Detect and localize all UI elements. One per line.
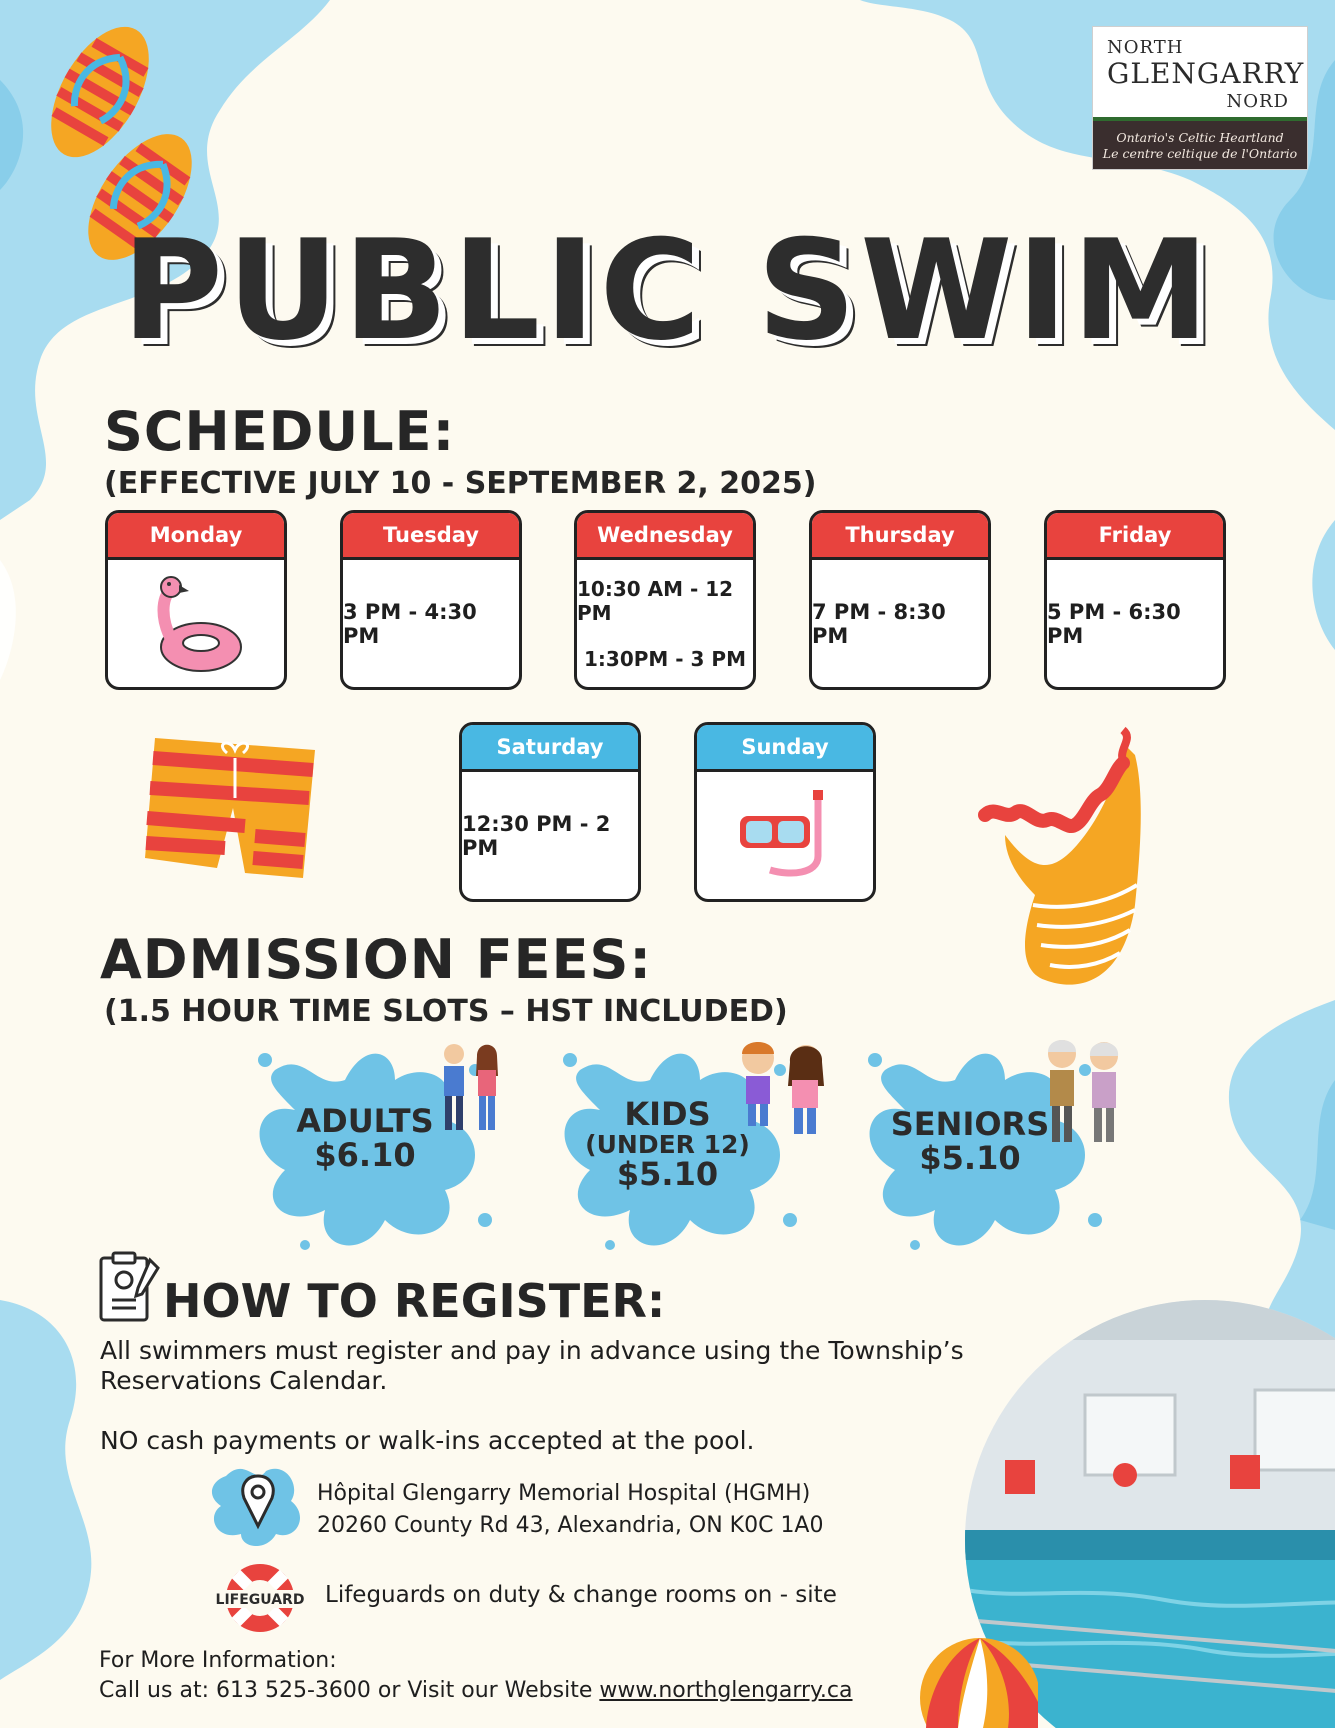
- day-card-monday: [105, 510, 287, 690]
- fee-price: $6.10: [314, 1135, 416, 1174]
- day-card-tuesday: [340, 510, 522, 690]
- fee-label: SENIORS: [890, 1105, 1050, 1143]
- time-slot: 10:30 AM - 12 PM: [577, 576, 734, 625]
- contact-heading: For More Information:: [99, 1648, 337, 1673]
- day-card-saturday: [459, 722, 641, 902]
- swimsuit-icon: [975, 725, 1165, 995]
- location-block: [317, 1478, 823, 1542]
- time-slot: 3 PM - 4:30 PM: [343, 599, 477, 648]
- flamingo-float-icon: [141, 569, 251, 679]
- fee-adults: [290, 1102, 440, 1174]
- logo-line-glengarry: GLENGARRY: [1107, 57, 1305, 90]
- admission-heading: ADMISSION FEES:: [100, 928, 652, 991]
- day-card-friday: [1044, 510, 1226, 690]
- time-slot: 12:30 PM - 2 PM: [462, 811, 611, 860]
- lifeguard-badge-text: LIFEGUARD: [215, 1592, 305, 1608]
- fee-label: KIDS: [624, 1095, 711, 1133]
- time-slot: 7 PM - 8:30 PM: [812, 599, 946, 648]
- register-instruction: All swimmers must register and pay in advance using the Township’s: [100, 1336, 964, 1365]
- contact-line: [99, 1676, 853, 1706]
- lifeguard-notice: Lifeguards on duty & change rooms on - site: [325, 1582, 837, 1608]
- logo-tagline-en: Ontario's Celtic Heartland: [1116, 130, 1284, 145]
- day-label: Tuesday: [343, 513, 519, 560]
- day-label: Thursday: [812, 513, 988, 560]
- website-link[interactable]: www.northglengarry.ca: [599, 1678, 853, 1703]
- fee-price: $5.10: [616, 1154, 719, 1193]
- fee-seniors: [890, 1105, 1050, 1177]
- fee-label: ADULTS: [296, 1102, 434, 1140]
- township-logo[interactable]: [1092, 26, 1308, 170]
- fee-kids: [580, 1095, 755, 1193]
- day-label: Friday: [1047, 513, 1223, 560]
- admission-note: (1.5 HOUR TIME SLOTS – HST INCLUDED): [104, 994, 788, 1029]
- register-instruction: Reservations Calendar.: [100, 1366, 388, 1395]
- fee-price: $5.10: [919, 1138, 1021, 1177]
- location-name: Hôpital Glengarry Memorial Hospital (HGMH): [317, 1481, 811, 1506]
- location-address: 20260 County Rd 43, Alexandria, ON K0C 1A0: [317, 1513, 824, 1538]
- swim-trunks-icon: [135, 728, 325, 888]
- no-cash-notice: NO cash payments or walk-ins accepted at the pool.: [100, 1426, 755, 1455]
- logo-line-north: NORTH: [1107, 37, 1184, 58]
- people-icon: [1040, 1034, 1130, 1149]
- register-heading: HOW TO REGISTER:: [163, 1274, 666, 1328]
- snorkel-mask-icon: [730, 786, 840, 886]
- location-pin-icon: [206, 1456, 310, 1552]
- day-label: Sunday: [697, 725, 873, 772]
- people-icon: [432, 1036, 512, 1136]
- schedule-effective-dates: (EFFECTIVE JULY 10 - SEPTEMBER 2, 2025): [104, 466, 817, 501]
- fee-sublabel: (UNDER 12): [585, 1129, 750, 1159]
- day-card-wednesday: [574, 510, 756, 690]
- page-title: PUBLIC SWIM: [121, 210, 1214, 371]
- day-card-thursday: [809, 510, 991, 690]
- lifebuoy-icon: [200, 1560, 320, 1636]
- contact-block: [99, 1646, 853, 1706]
- time-slot: 5 PM - 6:30 PM: [1047, 599, 1181, 648]
- logo-tagline-fr: Le centre celtique de l'Ontario: [1102, 146, 1298, 161]
- time-slot: 1:30PM - 3 PM: [584, 646, 746, 671]
- logo-line-nord: NORD: [1226, 91, 1289, 112]
- beach-ball-icon: [918, 1632, 1038, 1728]
- day-label: Wednesday: [577, 513, 753, 560]
- clipboard-icon: [98, 1250, 160, 1324]
- logo-tagline-band: [1093, 117, 1307, 169]
- day-label: Monday: [108, 513, 284, 560]
- schedule-heading: SCHEDULE:: [104, 400, 456, 463]
- day-label: Saturday: [462, 725, 638, 772]
- day-card-sunday: [694, 722, 876, 902]
- contact-phone-text: Call us at: 613 525-3600 or Visit our Website: [99, 1678, 600, 1703]
